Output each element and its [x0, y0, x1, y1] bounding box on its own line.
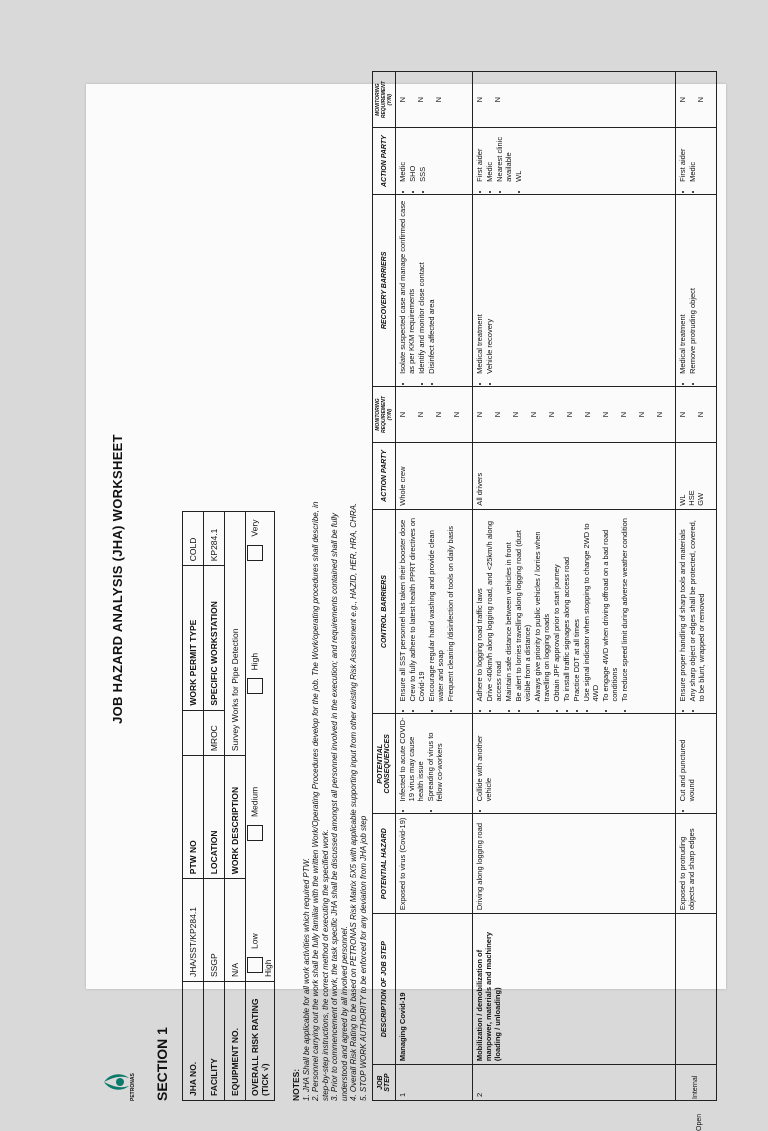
monitoring-2-value: N: [416, 96, 425, 103]
ptw-no-label: PTW NO: [183, 756, 204, 879]
consequence-item: • Infected to acute COVID-19 virus may cause health issue: [398, 717, 425, 801]
control-item: • Ensure all SST personnel has taken their booster dose: [398, 513, 407, 702]
monitoring-2-stack: [475, 75, 502, 124]
risk-low-label: Low: [249, 933, 260, 949]
monitoring-2-value: N: [493, 96, 502, 103]
action-party-2-item: • Medic: [398, 131, 407, 182]
th-hazard: POTENTIAL HAZARD: [373, 814, 396, 914]
control-item: • Encourage regular hand washing and provide clean water and soap: [427, 513, 445, 702]
control-item: • Practice DDT at all times: [572, 513, 581, 702]
risk-high-label: High: [249, 652, 260, 671]
recovery-cell: [396, 194, 473, 386]
monitoring-value: N: [529, 411, 538, 418]
notes: [292, 501, 368, 1101]
document-title: JOB HAZARD ANALYSIS (JHA) WORKSHEET: [110, 434, 125, 724]
facility-value: SSGP: [204, 879, 225, 982]
action-party-2-item: • First aider: [678, 131, 687, 182]
note-item: 2. Personnel carrying out the work shall be fully familiar with the written Work/Operating Procedures develop for the job. The Work/operating procedures shall describe, in step-by-step instructions, the correct method of executing the specified work.: [311, 501, 330, 1101]
note-item: 3. Prior to commencement of work, the task specific JHA shall be discussed amongst all personnel involved in the execution; and requirements contained shall be fully understood and agreed by all involved personnel.: [330, 512, 349, 1101]
action-party-cell: [473, 443, 676, 510]
action-party-text: WL HSE GW: [678, 490, 705, 506]
risk-rating-options: [246, 512, 275, 982]
monitoring-value: N: [637, 411, 646, 418]
control-item: • To install traffic signages along access road: [562, 513, 571, 702]
consequences-cell: [396, 714, 473, 814]
th-monitoring-2: MONITORING REQUIREMENT (Y/N): [373, 72, 396, 128]
risk-very-high-label: Very High: [249, 519, 273, 977]
monitoring-cell: [676, 386, 717, 442]
consequence-item: • Spreading of virus to fellow co-workers: [426, 717, 444, 801]
monitoring-value: N: [655, 411, 664, 418]
recovery-list: [678, 198, 697, 383]
table-row: [473, 72, 676, 1101]
monitoring-cell: [396, 386, 473, 442]
recovery-item: • Medical treatment: [678, 198, 687, 374]
consequences-cell: [676, 714, 717, 814]
consequence-list: [398, 717, 444, 810]
jha-no-value: JHA/SST/KP284.1: [183, 879, 204, 982]
th-action-party-2: ACTION PARTY: [373, 128, 396, 195]
monitoring-value: N: [547, 411, 556, 418]
monitoring-stack: [398, 390, 461, 439]
action-party-2-item: • WL: [514, 131, 523, 182]
action-party-2-list: [678, 131, 697, 191]
risk-medium-label: Medium: [249, 786, 260, 818]
th-monitoring: MONITORING REQUIREMENT (Y/N): [373, 386, 396, 442]
monitoring-2-value: N: [678, 96, 687, 103]
monitoring-stack: [475, 390, 664, 439]
description-cell: [473, 914, 676, 1065]
control-item: • Obtain JPF approval prior to start journey: [552, 513, 561, 702]
control-list: [475, 513, 629, 711]
work-permit-type-label: WORK PERMIT TYPE: [183, 566, 204, 710]
action-party-2-cell: [473, 128, 676, 195]
monitoring-value: N: [398, 411, 407, 418]
monitoring-2-stack: [678, 75, 705, 124]
recovery-item: • Identify and monitor close contact: [417, 198, 426, 374]
risk-low-checkbox[interactable]: [247, 957, 263, 973]
consequences-cell: [473, 714, 676, 814]
action-party-cell: [676, 443, 717, 510]
control-cell: [676, 509, 717, 714]
monitoring-2-value: N: [398, 96, 407, 103]
action-party-2-list: [475, 131, 523, 191]
control-item: • Use signal indicator when stopping to change 2WD to 4WD: [582, 513, 600, 702]
monitoring-cell: [473, 386, 676, 442]
control-item: • Maintain safe distance between vehicles in front: [504, 513, 513, 702]
monitoring-2-cell: [676, 72, 717, 128]
location-value: MROC: [204, 710, 225, 756]
footer-open: Open: [696, 1113, 703, 1131]
control-item: • To engage 4WD when driving offroad on a bad road conditions: [601, 513, 619, 702]
specific-workstation-label: SPECIFIC WORKSTATION: [204, 566, 225, 710]
control-cell: [396, 509, 473, 714]
notes-title: NOTES:: [291, 1068, 301, 1101]
hazard-cell: [473, 814, 676, 914]
monitoring-value: N: [696, 411, 705, 418]
section-title: SECTION 1: [154, 1027, 170, 1101]
monitoring-value: N: [678, 411, 687, 418]
logo-text: PETRONAS: [130, 1073, 136, 1101]
action-party-2-item: • Nearest clinic available: [495, 131, 513, 182]
description-cell: [396, 914, 473, 1065]
recovery-cell: [676, 194, 717, 386]
hazard-cell: [396, 814, 473, 914]
action-party-2-item: • SHO: [408, 131, 417, 182]
footer-internal: Internal: [692, 1075, 699, 1099]
control-item: • Any sharp object or edges shall be protected, covered, to be blunt, wrapped or removed: [688, 513, 706, 702]
ptw-no-value: [183, 710, 204, 756]
recovery-item: • Isolate suspected case and manage confirmed case as per KKM requirements: [398, 198, 416, 374]
monitoring-value: N: [565, 411, 574, 418]
consequence-item: • Collide with another vehicle: [475, 717, 493, 801]
jha-no-label: JHA NO.: [183, 982, 204, 1101]
action-party-text: Whole crew: [398, 466, 407, 506]
control-cell: [473, 509, 676, 714]
note-item: 5. STOP WORK AUTHORITY to be enforced for any deviation from JHA job step: [358, 815, 368, 1101]
recovery-item: • Remove protruding object: [688, 198, 697, 374]
th-recovery: RECOVERY BARRIERS: [373, 194, 396, 386]
hazard-text: Exposed to protruding objects and sharp edges: [678, 828, 696, 911]
monitoring-2-cell: [396, 72, 473, 128]
control-item: • Crew to fully adhere to latest health PPRT directives on Covid-19: [408, 513, 426, 702]
control-item: • Be alert to lorries travelling along logging road (dust visible from a distance): [514, 513, 532, 702]
monitoring-2-cell: [473, 72, 676, 128]
action-party-text: All drivers: [475, 472, 484, 506]
note-item: 1. JHA Shall be applicable for all work activities which required PTW.: [301, 857, 311, 1101]
step-cell: [396, 1065, 473, 1101]
monitoring-value: N: [475, 411, 484, 418]
facility-label: FACILITY: [204, 982, 225, 1101]
monitoring-value: N: [416, 411, 425, 418]
table-row: [396, 72, 473, 1101]
action-party-2-cell: [676, 128, 717, 195]
consequence-list: [475, 717, 493, 810]
recovery-cell: [473, 194, 676, 386]
recovery-item: • Vehicle recovery: [485, 198, 494, 374]
action-party-2-item: • SSS: [418, 131, 427, 182]
control-item: • Ensure proper handling of sharp tools and materials: [678, 513, 687, 702]
description-text: Managing Covid-19: [398, 992, 407, 1062]
recovery-item: • Disinfect affected area: [427, 198, 436, 374]
description-cell: [676, 914, 717, 1065]
monitoring-2-value: N: [475, 96, 484, 103]
action-party-cell: [396, 443, 473, 510]
th-description: DESCRIPTION OF JOB STEP: [373, 914, 396, 1065]
hazard-table: [372, 71, 717, 1101]
monitoring-stack: [678, 390, 705, 439]
th-control: CONTROL BARRIERS: [373, 509, 396, 714]
monitoring-2-value: N: [696, 96, 705, 103]
consequence-list: [678, 717, 696, 810]
monitoring-value: N: [452, 411, 461, 418]
location-label: LOCATION: [204, 756, 225, 879]
description-text: Mobilization / demobilization of manpower, materials and machinery (loading / unloading): [475, 931, 502, 1062]
monitoring-value: N: [583, 411, 592, 418]
control-list: [398, 513, 455, 711]
monitoring-value: N: [434, 411, 443, 418]
rotated-worksheet: [96, 69, 706, 1131]
specific-workstation-value: KP284.1: [204, 512, 225, 566]
action-party-2-cell: [396, 128, 473, 195]
action-party-2-list: [398, 131, 427, 191]
monitoring-value: N: [601, 411, 610, 418]
work-description-label: WORK DESCRIPTION: [225, 756, 246, 879]
work-description-value: Survey Works for Pipe Detection: [225, 512, 246, 756]
monitoring-2-value: N: [434, 96, 443, 103]
note-item: 4. Overall Risk Rating to be based on PETRONAS Risk Matrix 5X5 with applicable supporting input from other existing Risk Assessment e.g., HAZID, HER, HRA, CHRA.: [349, 502, 358, 1101]
action-party-2-item: • Medic: [485, 131, 494, 182]
th-action-party: ACTION PARTY: [373, 443, 396, 510]
action-party-2-item: • First aider: [475, 131, 484, 182]
table-row: [676, 72, 717, 1101]
header: [96, 69, 140, 1109]
control-item: • Adhere to logging road traffic laws: [475, 513, 484, 702]
th-consequences: POTENTIAL CONSEQUENCES: [373, 714, 396, 814]
risk-very-high-checkbox[interactable]: [247, 545, 263, 561]
step-cell: [473, 1065, 676, 1101]
control-item: • To reduce speed limit during adverse weather condition: [620, 513, 629, 702]
control-item: • Frequent cleaning /disinfection of tools on daily basis: [446, 513, 455, 702]
control-list: [678, 513, 706, 711]
recovery-list: [475, 198, 494, 383]
risk-high-checkbox[interactable]: [247, 678, 263, 694]
info-table: [182, 511, 275, 1101]
recovery-list: [398, 198, 436, 383]
document-page: [86, 81, 726, 1131]
monitoring-value: N: [619, 411, 628, 418]
hazard-cell: [676, 814, 717, 914]
equipment-no-label: EQUIPMENT NO.: [225, 982, 246, 1101]
equipment-no-value: N/A: [225, 879, 246, 982]
th-job-step: JOB STEP: [373, 1065, 396, 1101]
hazard-table-body: [396, 72, 717, 1101]
action-party-2-item: • Medic: [688, 131, 697, 182]
risk-medium-checkbox[interactable]: [247, 825, 263, 841]
hazard-text: Exposed to virus (Covid-19): [398, 817, 407, 911]
recovery-item: • Medical treatment: [475, 198, 484, 374]
step-text: 1: [398, 1092, 407, 1097]
control-item: • Drive <40km/h along logging road, and <25km/h along access road: [485, 513, 503, 702]
monitoring-value: N: [493, 411, 502, 418]
hazard-text: Driving along logging road: [475, 823, 484, 911]
control-item: • Always give priority to public vehicles / lorries when travelling on logging roads: [533, 513, 551, 702]
consequence-item: • Cut and punctured wound: [678, 717, 696, 801]
monitoring-value: N: [511, 411, 520, 418]
step-text: 2: [475, 1092, 484, 1097]
monitoring-2-stack: [398, 75, 443, 124]
overall-risk-label: OVERALL RISK RATING (TICK √): [246, 982, 275, 1101]
work-permit-type-value: COLD: [183, 512, 204, 566]
